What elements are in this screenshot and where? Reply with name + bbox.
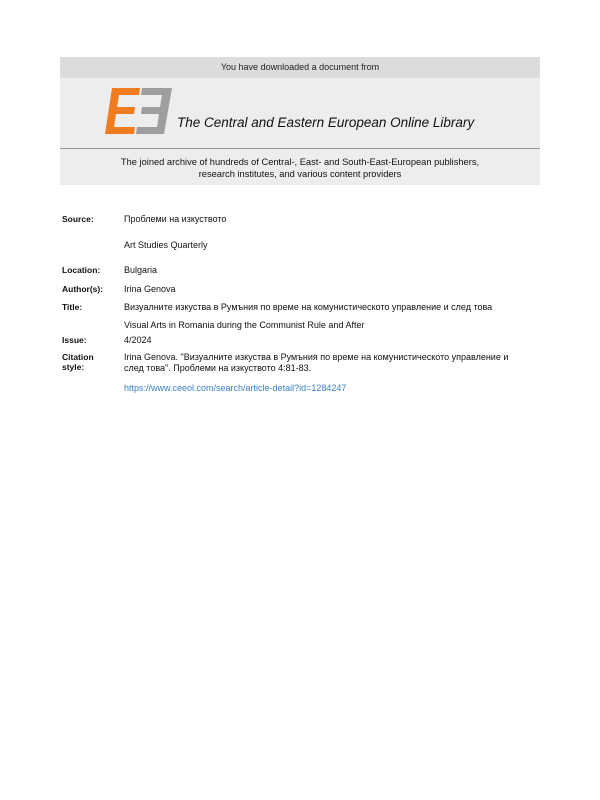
location-label: Location: bbox=[62, 265, 101, 275]
source-label: Source: bbox=[62, 214, 94, 224]
citation-value: Irina Genova. "Визуалните изкуства в Румъния по време на комунистическото управление и след това". Проблеми на изкуството 4:81-83. bbox=[124, 352, 509, 373]
banner-divider bbox=[60, 148, 540, 149]
title-value: Визуалните изкуства в Румъния по време на комунистическото управление и след това bbox=[124, 302, 493, 312]
location-value: Bulgaria bbox=[124, 265, 158, 275]
citation-label-line-1: Citation bbox=[62, 352, 94, 362]
source-value-en: Art Studies Quarterly bbox=[124, 240, 208, 250]
article-url-link[interactable]: https://www.ceeol.com/search/article-detail?id=1284247 bbox=[124, 383, 347, 393]
authors-label: Author(s): bbox=[62, 284, 104, 294]
title-value-en: Visual Arts in Romania during the Communist Rule and After bbox=[124, 320, 365, 330]
description-line-2: research institutes, and various content providers bbox=[198, 169, 402, 179]
banner-description bbox=[60, 156, 540, 180]
source-value: Проблеми на изкуството bbox=[124, 214, 227, 224]
authors-value: Irina Genova bbox=[124, 284, 176, 294]
title-label: Title: bbox=[62, 302, 83, 312]
ceeol-banner bbox=[60, 57, 540, 185]
ceeol-logo-icon bbox=[102, 88, 174, 134]
library-title: The Central and Eastern European Online Library bbox=[177, 115, 475, 130]
citation-label-line-2: style: bbox=[62, 362, 85, 372]
issue-value: 4/2024 bbox=[124, 335, 152, 345]
citation-label bbox=[62, 352, 94, 372]
description-line-1: The joined archive of hundreds of Central-, East- and South-East-European publishers, bbox=[120, 157, 480, 167]
download-notice: You have downloaded a document from bbox=[60, 57, 540, 78]
issue-label: Issue: bbox=[62, 335, 87, 345]
